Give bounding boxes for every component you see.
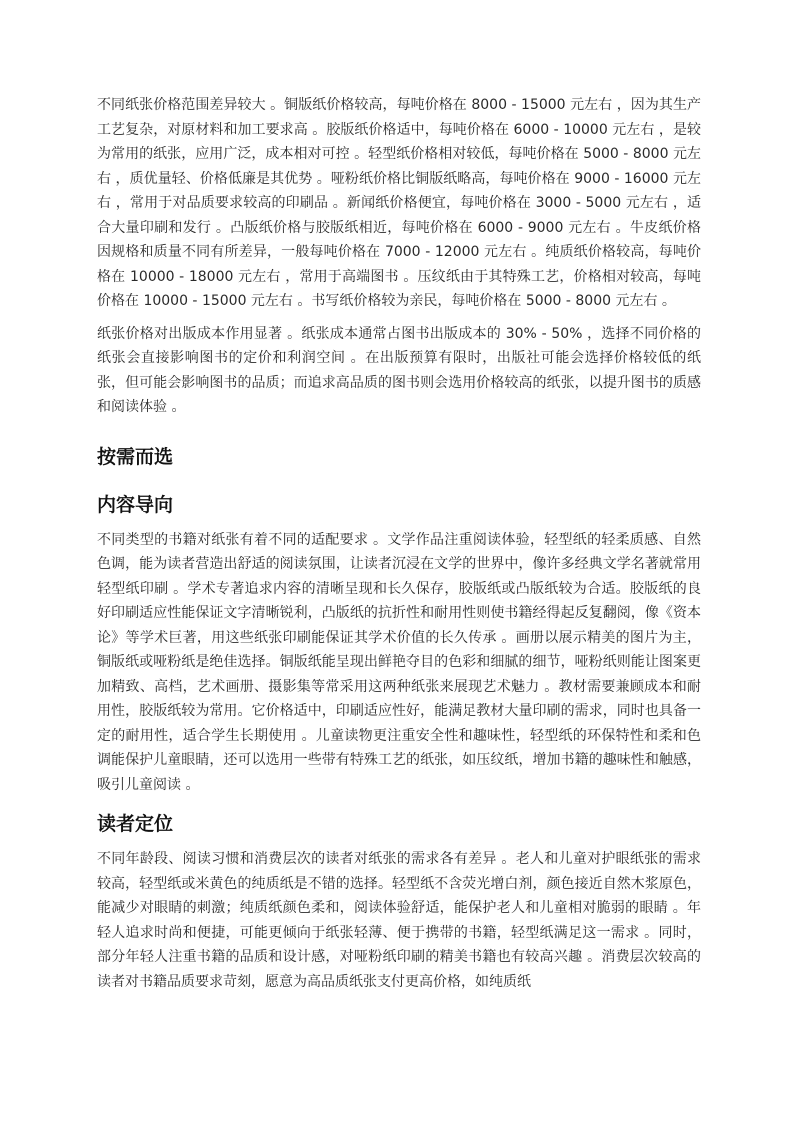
subsection-heading-content: 内容导向 bbox=[97, 493, 174, 516]
subsection-paragraph-reader: 不同年龄段、阅读习惯和消费层次的读者对纸张的需求各有差异 。老人和儿童对护眼纸张的需求较高，轻型纸或米黄色的纯质纸是不错的选择。轻型纸不含荧光增白剂，颜色接近自然木浆原色，能减少对眼睛的刺激；纯质纸颜色柔和，阅读体验舒适，能保护老人和儿童相对脆弱的眼睛 。年轻人追求时尚和便捷，可能更倾向于纸张轻薄、便于携带的书籍，轻型纸满足这一需求 。同时，部分年轻人注重书籍的品质和设计感，对哑粉纸印刷的精美书籍也有较高兴趣 。消费层次较高的读者对书籍品质要求苛刻，愿意为高品质纸张支付更高价格，如纯质纸 bbox=[97, 851, 701, 990]
section-heading: 按需而选 bbox=[97, 445, 174, 468]
intro-paragraph-cost-impact: 纸张价格对出版成本作用显著 。纸张成本通常占图书出版成本的 30% - 50% ，选择不同价格的纸张会直接影响图书的定价和利润空间 。在出版预算有限时，出版社可能会选择价格较低的纸张，但可能会影响图书的品质；而追求高品质的图书则会选用价格较高的纸张，以提升图书的质感和阅读体验 。 bbox=[97, 325, 701, 415]
document-page bbox=[97, 93, 701, 1002]
subsection-heading-reader: 读者定位 bbox=[97, 813, 174, 835]
intro-paragraph-price-range: 不同纸张价格范围差异较大 。铜版纸价格较高，每吨价格在 8000 - 15000 元左右 ，因为其生产工艺复杂，对原材料和加工要求高 。胶版纸价格适中，每吨价格在 6000 - 10000 元左右 ，是较为常用的纸张，应用广泛，成本相对可控 。轻型纸价格相对较低，每吨价格在 5000 - 8000 元左右 ，质优量轻、价格低廉是其优势 。哑粉纸价格比铜版纸略高，每吨价格在 9000 - 16000 元左右 ，常用于对品质要求较高的印刷品 。新闻纸价格便宜，每吨价格在 3000 - 5000 元左右 ，适合大量印刷和发行 。凸版纸价格与胶版纸相近，每吨价格在 6000 - 9000 元左右 。牛皮纸价格因规格和质量不同有所差异，一般每吨价格在 7000 - 12000 元左右 。纯质纸价格较高，每吨价格在 10000 - 18000 元左右 ，常用于高端图书 。压纹纸由于其特殊工艺，价格相对较高，每吨价格在 10000 - 15000 元左右 。书写纸价格较为亲民，每吨价格在 5000 - 8000 元左右 。 bbox=[97, 97, 701, 309]
subsection-paragraph-content: 不同类型的书籍对纸张有着不同的适配要求 。文学作品注重阅读体验，轻型纸的轻柔质感、自然色调，能为读者营造出舒适的阅读氛围，让读者沉浸在文学的世界中，像许多经典文学名著就常用轻型纸印刷 。学术专著追求内容的清晰呈现和长久保存，胶版纸或凸版纸较为合适。胶版纸的良好印刷适应性能保证文字清晰锐利，凸版纸的抗折性和耐用性则使书籍经得起反复翻阅，像《资本论》等学术巨著，用这些纸张印刷能保证其学术价值的长久传承 。画册以展示精美的图片为主，铜版纸或哑粉纸是绝佳选择。铜版纸能呈现出鲜艳夺目的色彩和细腻的细节，哑粉纸则能让图案更加精致、高档，艺术画册、摄影集等常采用这两种纸张来展现艺术魅力 。教材需要兼顾成本和耐用性，胶版纸较为常用。它价格适中，印刷适应性好，能满足教材大量印刷的需求，同时也具备一定的耐用性，适合学生长期使用 。儿童读物更注重安全性和趣味性，轻型纸的环保特性和柔和色调能保护儿童眼睛，还可以选用一些带有特殊工艺的纸张，如压纹纸，增加书籍的趣味性和触感，吸引儿童阅读 。 bbox=[97, 531, 701, 793]
